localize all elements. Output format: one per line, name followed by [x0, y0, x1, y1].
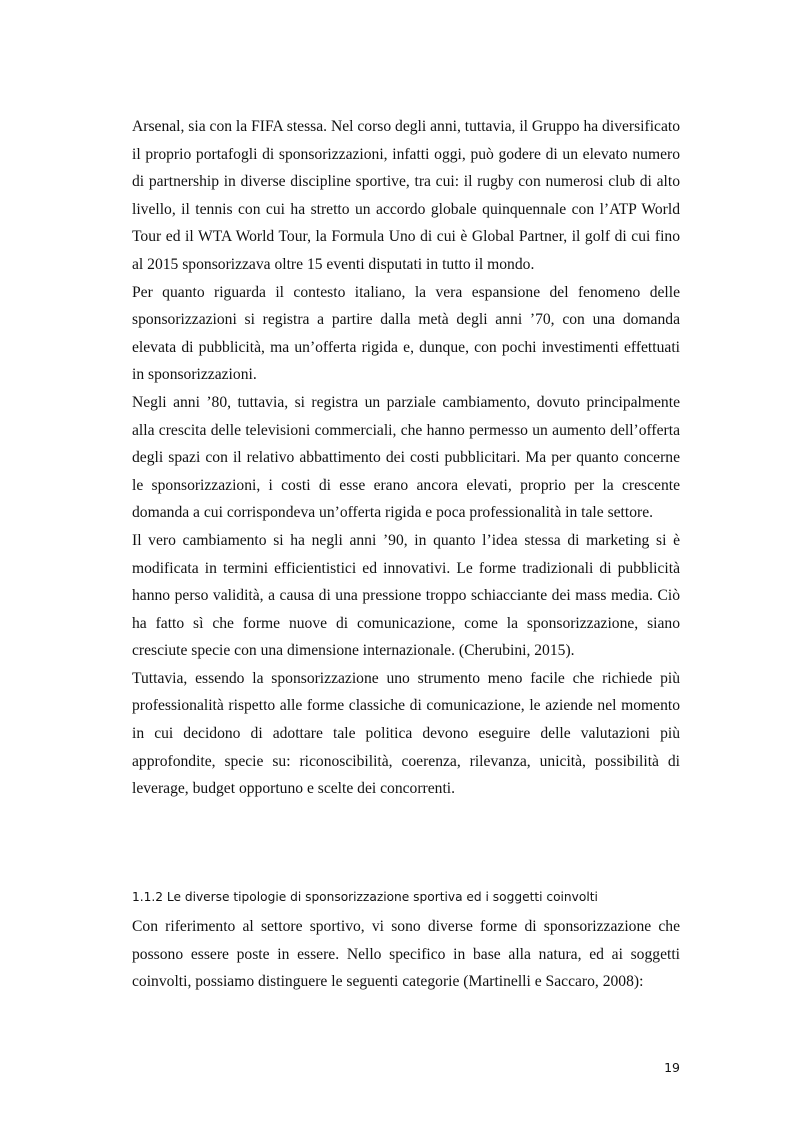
paragraph-1: Arsenal, sia con la FIFA stessa. Nel corso degli anni, tuttavia, il Gruppo ha diversificato il proprio portafogli di sponsorizzazioni, infatti oggi, può godere di un elevato numero di partnership in diverse discipline sportive, tra cui: il rugby con numerosi club di alto livello, il tennis con cui ha stretto un accordo globale quinquennale con l’ATP World Tour ed il WTA World Tour, la Formula Uno di cui è Global Partner, il golf di cui fino al 2015 sponsorizzava oltre 15 eventi disputati in tutto il mondo.: [132, 118, 680, 273]
body-text: [132, 113, 680, 803]
section-body: [132, 913, 680, 996]
paragraph-2: Per quanto riguarda il contesto italiano, la vera espansione del fenomeno delle sponsorizzazioni si registra a partire dalla metà degli anni ’70, con una domanda elevata di pubblicità, ma un’offerta rigida e, dunque, con pochi investimenti effettuati in sponsorizzazioni.: [132, 283, 680, 384]
paragraph-4: Il vero cambiamento si ha negli anni ’90, in quanto l’idea stessa di marketing si è modificata in termini efficientistici ed innovativi. Le forme tradizionali di pubblicità hanno perso validità, a causa di una pressione troppo schiacciante dei mass media. Ciò ha fatto sì che forme nuove di comunicazione, come la sponsorizzazione, siano cresciute specie con una dimensione internazionale. (Cherubini, 2015).: [132, 531, 680, 660]
page-number: 19: [664, 1060, 680, 1075]
section-paragraph: Con riferimento al settore sportivo, vi sono diverse forme di sponsorizzazione che possono essere poste in essere. Nello specifico in base alla natura, ed ai soggetti coinvolti, possiamo distinguere le seguenti categorie (Martinelli e Saccaro, 2008):: [132, 918, 680, 991]
paragraph-3: Negli anni ’80, tuttavia, si registra un parziale cambiamento, dovuto principalmente alla crescita delle televisioni commerciali, che hanno permesso un aumento dell’offerta degli spazi con il relativo abbattimento dei costi pubblicitari. Ma per quanto concerne le sponsorizzazioni, i costi di esse erano ancora elevati, proprio per la crescente domanda a cui corrispondeva un’offerta rigida e poca professionalità in tale settore.: [132, 393, 680, 522]
section-heading: 1.1.2 Le diverse tipologie di sponsorizzazione sportiva ed i soggetti coinvolti: [132, 890, 598, 904]
paragraph-5: Tuttavia, essendo la sponsorizzazione uno strumento meno facile che richiede più professionalità rispetto alle forme classiche di comunicazione, le aziende nel momento in cui decidono di adottare tale politica devono eseguire delle valutazioni più approfondite, specie su: riconoscibilità, coerenza, rilevanza, unicità, possibilità di leverage, budget opportuno e scelte dei concorrenti.: [132, 669, 680, 798]
